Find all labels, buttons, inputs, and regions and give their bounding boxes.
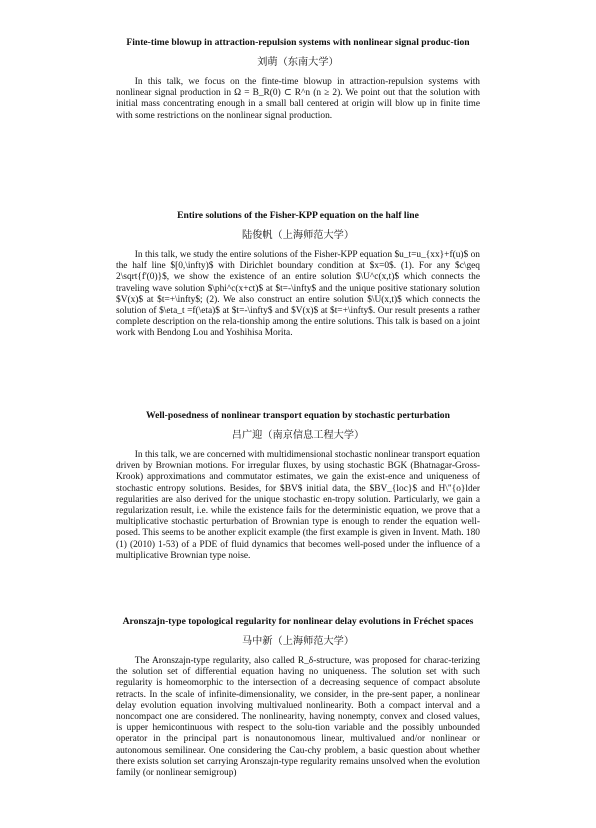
talk-4: [116, 615, 480, 779]
talk-title: Aronszajn-type topological regularity for nonlinear delay evolutions in Fréchet spaces: [122, 616, 474, 627]
talk-title: Finte-time blowup in attraction-repulsion systems with nonlinear signal produc-tion: [126, 37, 470, 48]
talk-1: [116, 36, 480, 122]
talk-title: Entire solutions of the Fisher-KPP equation on the half line: [177, 210, 419, 221]
talk-abstract: In this talk, we study the entire solutions of the Fisher-KPP equation $u_t=u_{xx}+f(u)$ on the half line $[0,\infty)$ with Dirichlet boundary condition at $x=0$. (1). For any $c\geq 2\sqrt{f'(0)}$, we show the existence of an entire solution $\U^c(x,t)$ which connects the traveling wave solution $\phi^c(x+ct)$ at $t=-\infty$ and the unique positive stationary solution $V(x)$ at $t=+\infty$; (2). We also construct an entire solution $\U(x,t)$ which connects the solution of $\eta_t =f(\eta)$ at $t=-\infty$ and $V(x)$ at $t=+\infty$. Our result presents a rather complete description on the rela-tionship among the entire solutions. This talk is based on a joint work with Bendong Lou and Yoshihisa Morita.: [116, 250, 480, 339]
talk-2: [116, 209, 480, 340]
talk-title: Well-posedness of nonlinear transport equation by stochastic perturbation: [146, 410, 450, 421]
talk-author: 陆俊帆（上海师范大学）: [241, 230, 355, 241]
talk-author: 吕广迎（南京信息工程大学）: [231, 430, 365, 441]
talk-author: 刘萌（东南大学）: [257, 57, 339, 68]
talk-abstract: In this talk, we focus on the finte-time blowup in attraction-repulsion systems with nonlinear signal production in Ω = B_R(0) ⊂ R^n (n ≥ 2). We point out that the solution with initial mass concentrating enough in a small ball centered at origin will blow up in finite time with some restrictions on the nonlinear signal production.: [116, 77, 480, 121]
talk-abstract: In this talk, we are concerned with multidimensional stochastic nonlinear transport equation driven by Brownian motions. For irregular fluxes, by using stochastic BGK (Bhatnagar-Gross-Krook) approximations and commutator estimates, we gain the exist-ence and uniqueness of stochastic entropy solutions. Besides, for $BV$ initial data, the $BV_{loc}$ and H\"{o}lder regularities are also derived for the unique stochastic en-tropy solution. Particularly, we gain a regularization result, i.e. while the existence fails for the deterministic equation, we prove that a multiplicative stochastic perturbation of Brownian type is enough to render the equation well-posed. This seems to be another explicit example (the first example is given in Invent. Math. 180 (1) (2010) 1-53) of a PDE of fluid dynamics that becomes well-posed under the influence of a multiplicative Brownian type noise.: [116, 450, 480, 561]
talk-3: [116, 409, 480, 562]
talk-abstract: The Aronszajn-type regularity, also called R_δ-structure, was proposed for charac-terizing the solution set of differential equation having no uniqueness. The solution set with such regularity is homeomorphic to the intersection of a decreasing sequence of compact absolute retracts. In the scale of infinite-dimensionality, we consider, in the pre-sent paper, a nonlinear delay evolution equation involving multivalued nonlinearity. Both a compact interval and a noncompact one are considered. The nonlinearity, having nonempty, convex and closed values, is upper hemicontinuous with respect to the solu-tion variable and the possibly unbounded operator in the principal part is nonautonomous linear, multivalued and/or nonlinear or autonomous semilinear. One considering the Cau-chy problem, a basic question about whether there exists solution set carrying Aronszajn-type regularity remains unsolved when the evolution family (or nonlinear semigroup): [116, 656, 480, 779]
talk-author: 马中新（上海师范大学）: [241, 636, 355, 647]
